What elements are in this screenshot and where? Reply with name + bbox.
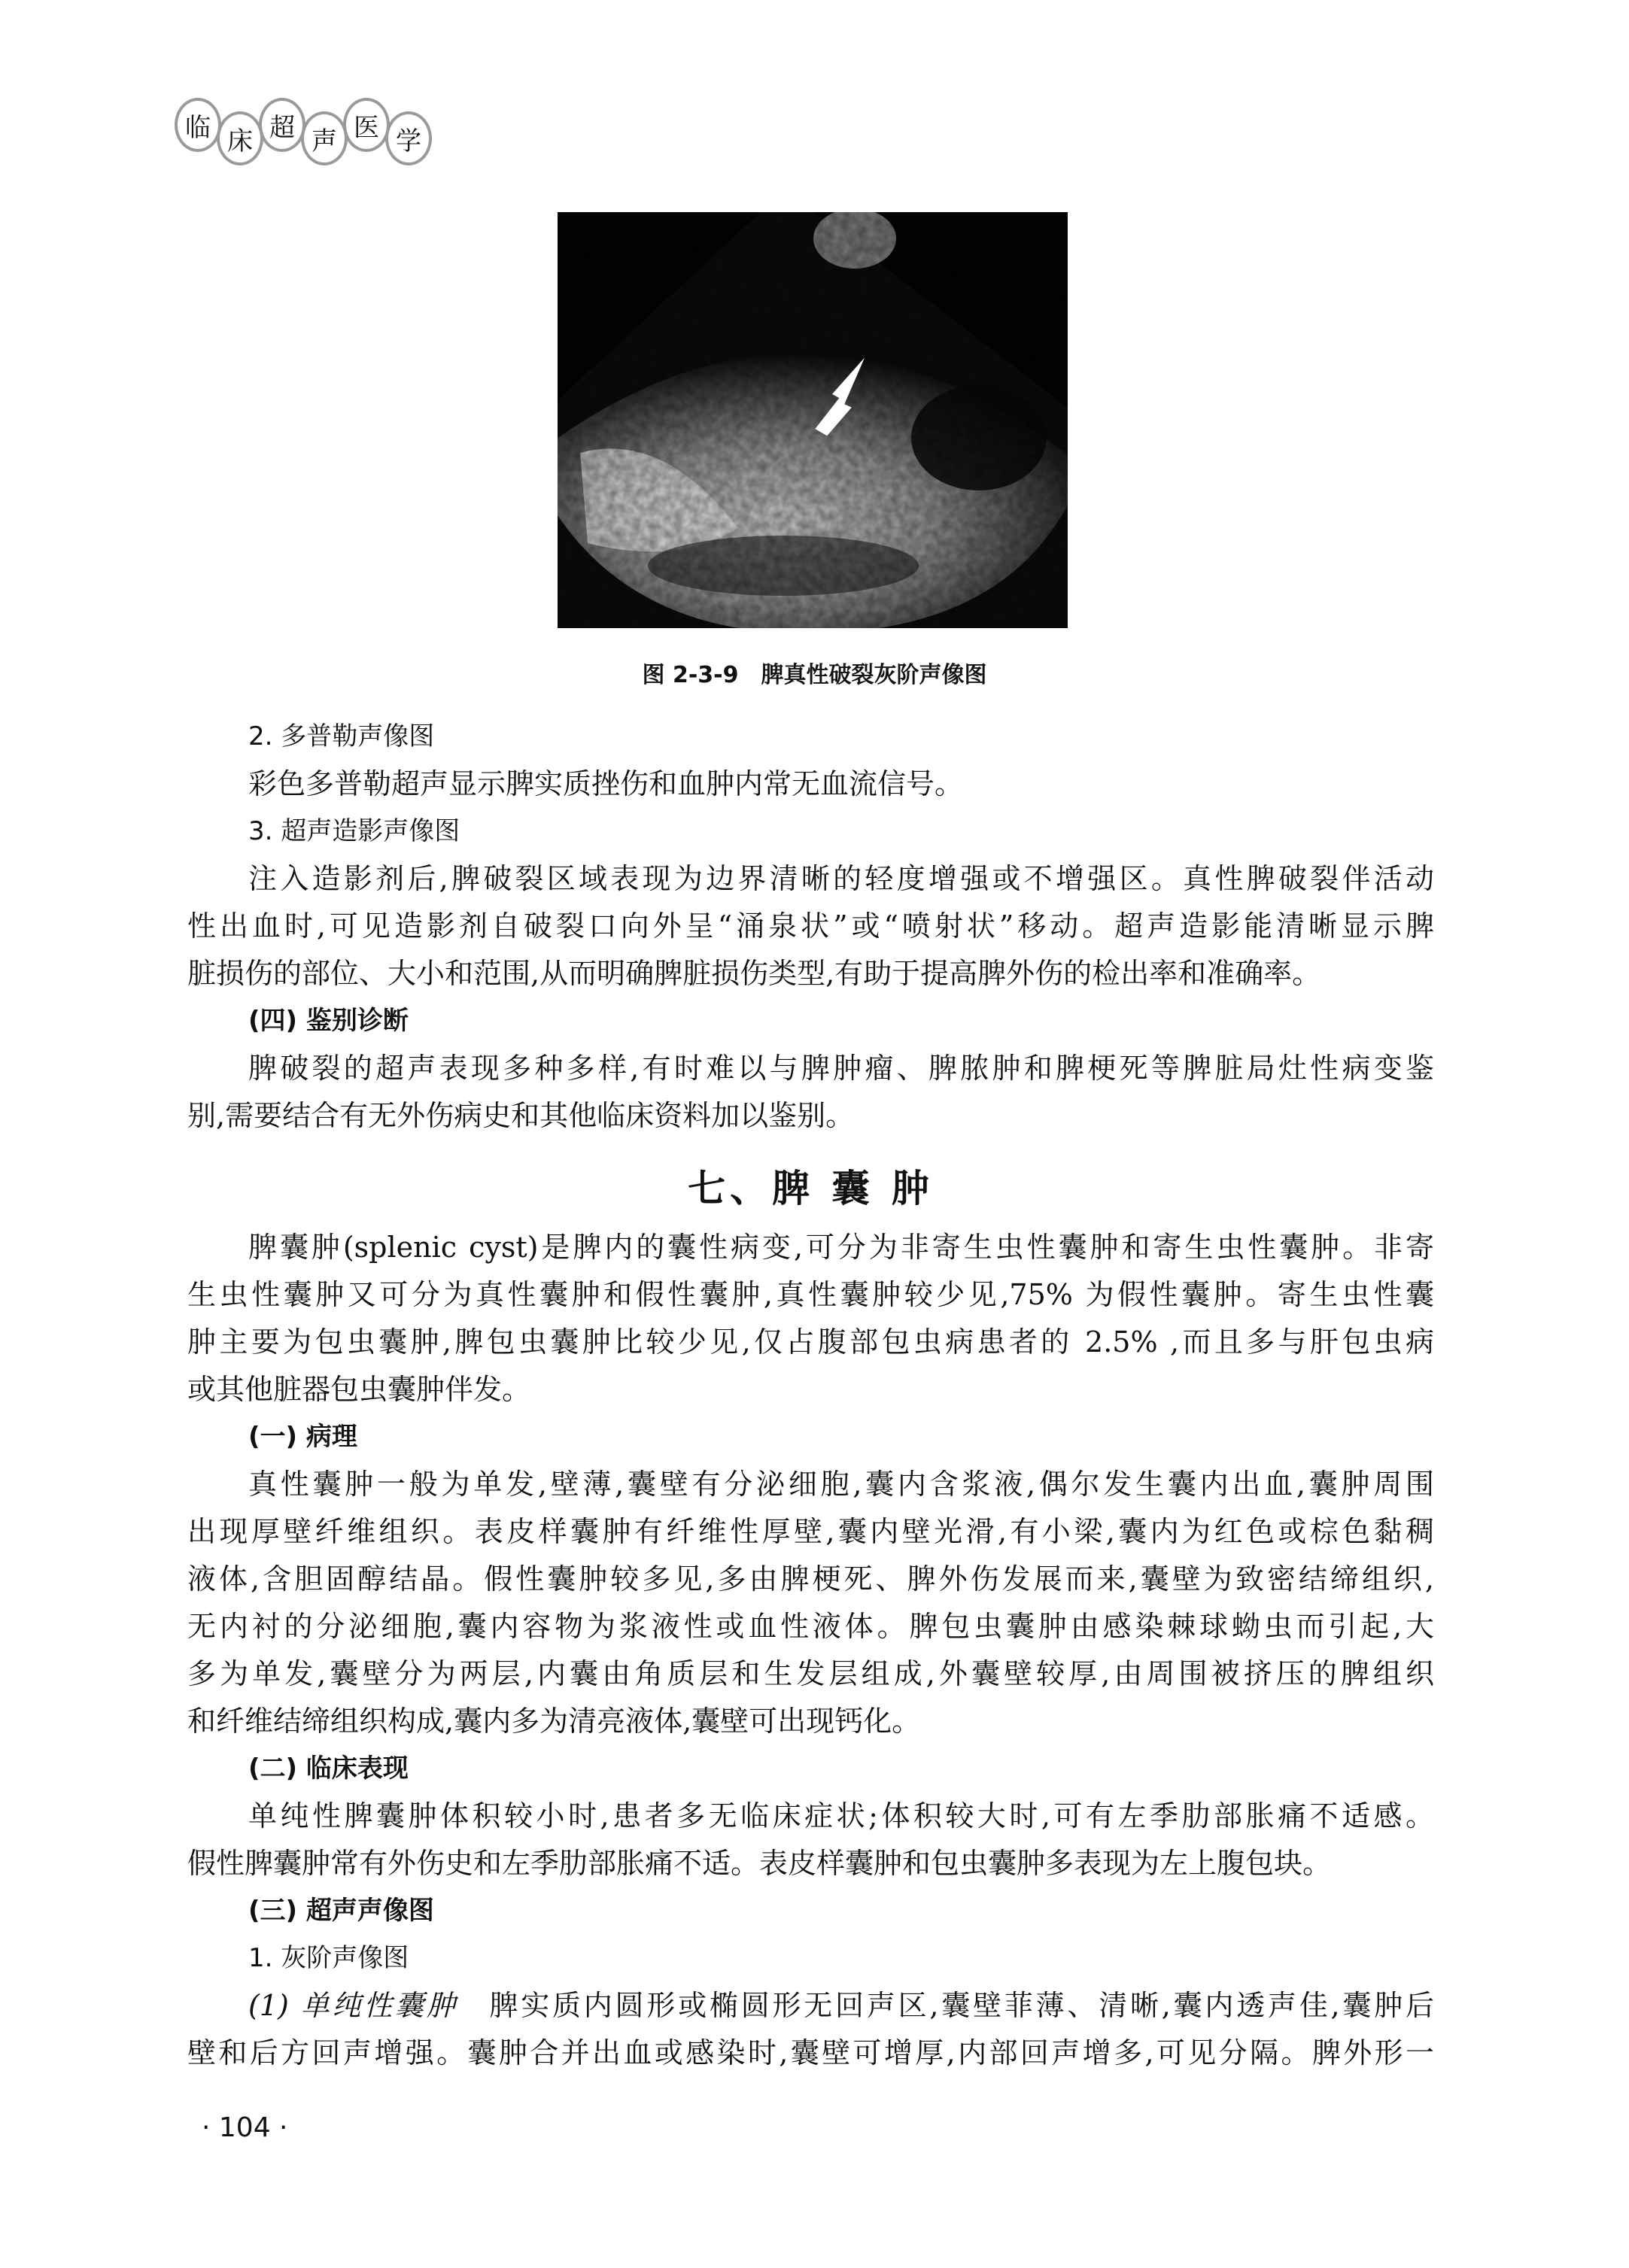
paragraph-line: 肿主要为包虫囊肿,脾包虫囊肿比较少见,仅占腹部包虫病患者的 2.5% ,而且多与肝包虫病 (187, 1325, 1434, 1359)
paragraph-line: 注入造影剂后,脾破裂区域表现为边界清晰的轻度增强或不增强区。真性脾破裂伴活动 (248, 862, 1434, 895)
paragraph-line (187, 1982, 1434, 2030)
numbered-heading: 2. 多普勒声像图 (248, 721, 435, 751)
page-number: · 104 · (202, 2112, 288, 2143)
paragraph-line: 脾囊肿(splenic cyst)是脾内的囊性病变,可分为非寄生虫性囊肿和寄生虫性囊肿。非寄 (248, 1231, 1434, 1264)
body-text (187, 713, 1434, 2077)
paragraph-line: 真性囊肿一般为单发,壁薄,囊壁有分泌细胞,囊内含浆液,偶尔发生囊内出血,囊肿周围 (248, 1468, 1434, 1501)
paragraph-line: 壁和后方回声增强。囊肿合并出血或感染时,囊壁可增厚,内部回声增多,可见分隔。脾外形一 (187, 2036, 1434, 2069)
paragraph-line: 多为单发,囊壁分为两层,内囊由角质层和生发层组成,外囊壁较厚,由周围被挤压的脾组织 (187, 1657, 1434, 1690)
paragraph-line: 液体,含胆固醇结晶。假性囊肿较多见,多由脾梗死、脾外伤发展而来,囊壁为致密结缔组织, (187, 1562, 1434, 1595)
paragraph-line: 出现厚壁纤维组织。表皮样囊肿有纤维性厚壁,囊内壁光滑,有小梁,囊内为红色或棕色黏稠 (187, 1515, 1434, 1548)
paragraph-line: 脾破裂的超声表现多种多样,有时难以与脾肿瘤、脾脓肿和脾梗死等脾脏局灶性病变鉴 (248, 1052, 1434, 1085)
paragraph-line: 性出血时,可见造影剂自破裂口向外呈“涌泉状”或“喷射状”移动。超声造影能清晰显示脾 (187, 909, 1434, 943)
subsection-heading: (四) 鉴别诊断 (248, 1006, 409, 1036)
numbered-heading: 1. 灰阶声像图 (248, 1943, 409, 1973)
paragraph-line: 和纤维结缔组织构成,囊内多为清亮液体,囊壁可出现钙化。 (187, 1705, 921, 1738)
run-in-heading: (1) 单纯性囊肿 (248, 1989, 458, 2022)
paragraph-line: 或其他脏器包虫囊肿伴发。 (187, 1373, 531, 1406)
logo-char-circle: 医 (343, 98, 390, 152)
subsection-heading: (一) 病理 (248, 1422, 357, 1452)
logo-char-circle: 超 (259, 98, 305, 152)
figure-caption: 图 2-3-9 脾真性破裂灰阶声像图 (642, 662, 987, 688)
subsection-heading: (三) 超声声像图 (248, 1896, 434, 1926)
paragraph-line: 彩色多普勒超声显示脾实质挫伤和血肿内常无血流信号。 (248, 767, 964, 800)
ultrasound-scan-graphic (558, 212, 1068, 628)
ultrasound-image (558, 212, 1068, 628)
subsection-heading: (二) 临床表现 (248, 1753, 409, 1784)
paragraph-line: 单纯性脾囊肿体积较小时,患者多无临床症状;体积较大时,可有左季肋部胀痛不适感。 (248, 1799, 1434, 1832)
section-title: 七、脾 囊 肿 (688, 1166, 934, 1210)
paragraph-line: 假性脾囊肿常有外伤史和左季肋部胀痛不适。表皮样囊肿和包虫囊肿多表现为左上腹包块。 (187, 1847, 1332, 1880)
logo-char-circle: 床 (217, 111, 263, 165)
logo-char-circle: 声 (301, 111, 348, 165)
paragraph-line: 别,需要结合有无外伤病史和其他临床资料加以鉴别。 (187, 1099, 855, 1132)
paragraph-line: 生虫性囊肿又可分为真性囊肿和假性囊肿,真性囊肿较少见,75% 为假性囊肿。寄生虫性囊 (187, 1278, 1434, 1311)
paragraph-line: 脏损伤的部位、大小和范围,从而明确脾脏损伤类型,有助于提高脾外伤的检出率和准确率。 (187, 957, 1321, 990)
logo-char-circle: 学 (385, 111, 432, 165)
logo-char-circle: 临 (175, 98, 221, 152)
paragraph-text: 脾实质内圆形或椭圆形无回声区,囊壁菲薄、清晰,囊内透声佳,囊肿后 (457, 1989, 1434, 2022)
book-series-logo (175, 98, 445, 169)
numbered-heading: 3. 超声造影声像图 (248, 816, 460, 846)
paragraph-line: 无内衬的分泌细胞,囊内容物为浆液性或血性液体。脾包虫囊肿由感染棘球蚴虫而引起,大 (187, 1610, 1434, 1643)
